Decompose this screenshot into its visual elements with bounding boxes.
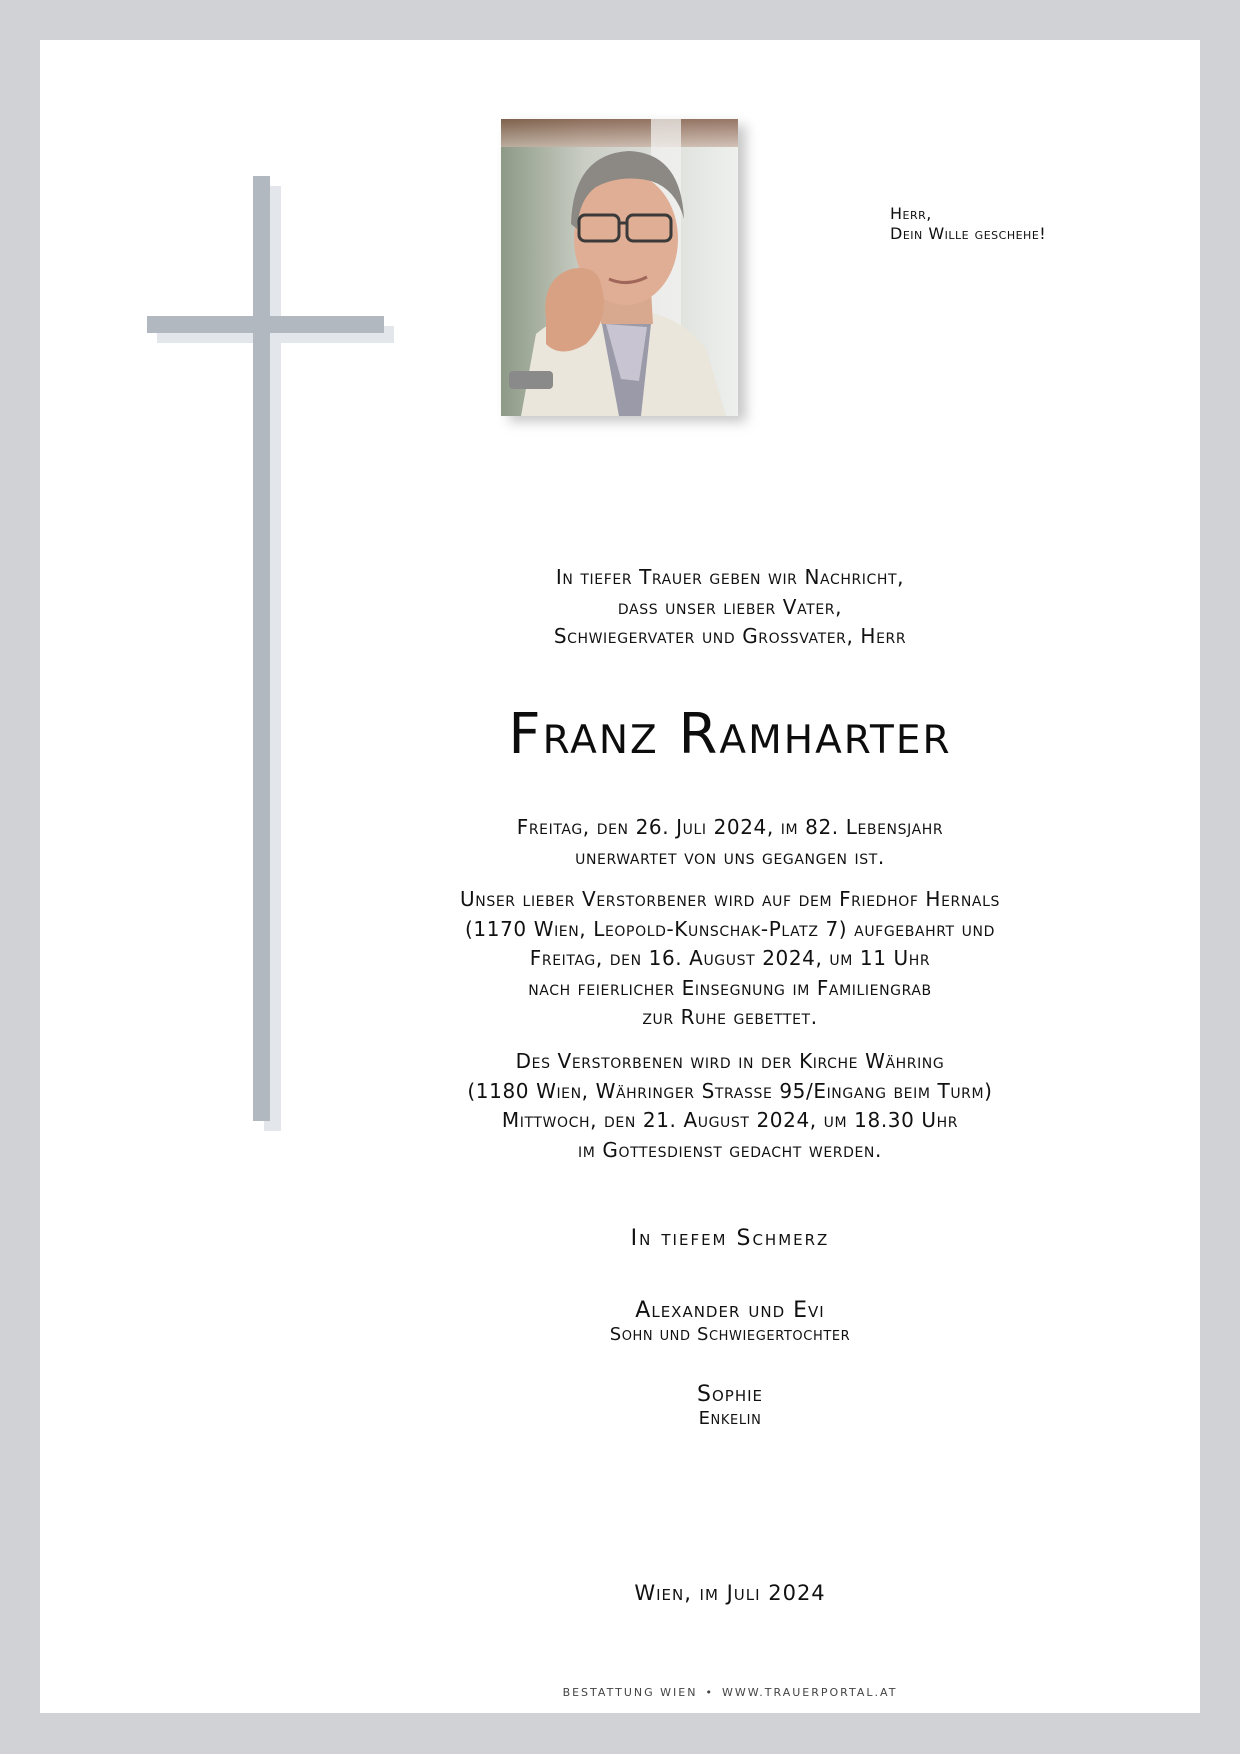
footer [240, 1686, 1220, 1699]
cross-horizontal-beam [147, 316, 384, 333]
mourner-relation: Sohn und Schwiegertochter [609, 1324, 851, 1345]
burial-line: (1170 Wien, Leopold-Kunschak-Platz 7) aufgebahrt und [465, 916, 995, 941]
memorial-line: (1180 Wien, Währinger Strasse 95/Eingang beim Turm) [467, 1078, 993, 1103]
announcement-intro [240, 563, 1220, 652]
burial-line: Freitag, den 16. August 2024, um 11 Uhr [529, 946, 931, 970]
place-and-date: Wien, im Juli 2024 [634, 1581, 826, 1605]
memorial-service-details [240, 1047, 1220, 1165]
passing-line: Freitag, den 26. Juli 2024, im 82. Lebensjahr [516, 815, 944, 839]
mourner-name: Alexander und Evi [635, 1298, 825, 1323]
intro-line: Schwiegervater und Grossvater, Herr [553, 624, 907, 648]
burial-details [240, 885, 1220, 1033]
memorial-line: im Gottesdienst gedacht werden. [578, 1137, 882, 1162]
verse-line: Dein Wille geschehe! [890, 224, 1047, 243]
footer-website-link[interactable]: WWW.TRAUERPORTAL.AT [721, 1686, 898, 1699]
passing-line: unerwartet von uns gegangen ist. [575, 844, 885, 869]
footer-company: BESTATTUNG WIEN [562, 1686, 698, 1699]
mourner-relation: Enkelin [698, 1408, 762, 1429]
mourner-entry [240, 1298, 1220, 1346]
portrait-photo [501, 119, 738, 416]
intro-line: In tiefer Trauer geben wir Nachricht, [555, 565, 905, 589]
memorial-line: Des Verstorbenen wird in der Kirche Währing [515, 1049, 945, 1073]
verse-line: Herr, [890, 204, 932, 223]
mourner-name: Sophie [697, 1382, 763, 1407]
footer-separator: • [705, 1686, 714, 1699]
burial-line: Unser lieber Verstorbener wird auf dem Friedhof Hernals [460, 887, 1000, 911]
burial-line: zur Ruhe gebettet. [642, 1005, 818, 1029]
closing-phrase: In tiefem Schmerz [630, 1226, 830, 1251]
burial-line: nach feierlicher Einsegnung im Familiengrab [528, 975, 932, 1000]
mourner-entry [240, 1382, 1220, 1430]
deceased-name: Franz Ramharter [508, 702, 952, 767]
memorial-line: Mittwoch, den 21. August 2024, um 18.30 Uhr [501, 1108, 959, 1132]
passing-details [240, 813, 1220, 872]
portrait-image [501, 119, 738, 416]
intro-line: dass unser lieber Vater, [617, 594, 843, 619]
bible-verse [890, 204, 1046, 244]
